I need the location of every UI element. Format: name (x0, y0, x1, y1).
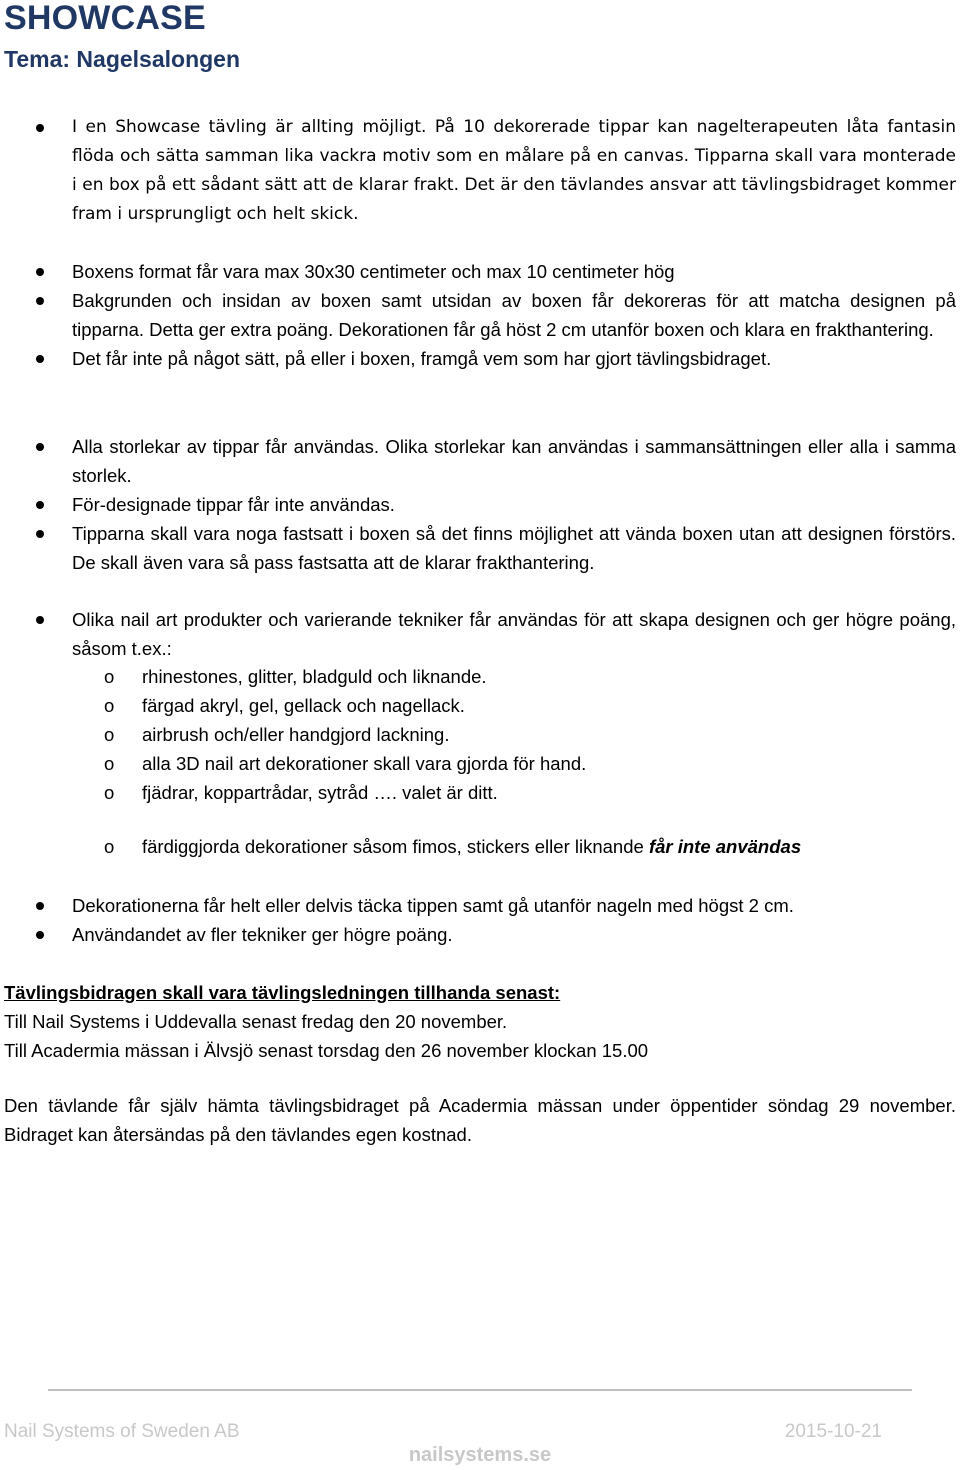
sub-bullet-marker: o (104, 666, 115, 687)
box-rule-text: Boxens format får vara max 30x30 centimeter och max 10 centimeter hög (72, 261, 675, 282)
page-title: SHOWCASE (4, 0, 206, 37)
excluded-sublist (0, 832, 960, 861)
intro-text: I en Showcase tävling är allting möjligt. På 10 dekorerade tippar kan nagelterapeuten låta fantasin flöda och sätta samman lika vackra motiv som en målare på en canvas. Tipparna skall vara monterade i en box på ett sådant sätt att de klarar frakt. Det är den tävlandes ansvar att tävlingsbidraget kommer fram i ursprungligt och helt skick. (72, 117, 956, 224)
deadline-section (4, 978, 956, 1065)
decoration-rule-text: Dekorationerna får helt eller delvis täcka tippen samt gå utanför nageln med högst 2 cm. (72, 895, 794, 916)
page-subtitle: Tema: Nagelsalongen (4, 46, 241, 72)
tip-rules-list (0, 432, 960, 577)
box-rule-text: Bakgrunden och insidan av boxen samt utsidan av boxen får dekoreras för att matcha designen på tipparna. Detta ger extra poäng. Dekorationen får gå höst 2 cm utanför boxen och klara en frakthantering. (72, 290, 956, 340)
products-text: Olika nail art produkter och varierande tekniker får användas för att skapa designen och ger högre poäng, såsom t.ex.: (72, 609, 956, 659)
box-rule-text: Det får inte på något sätt, på eller i boxen, framgå vem som har gjort tävlingsbidraget. (72, 348, 772, 369)
excluded-emphasis: får inte användas (648, 836, 802, 857)
tip-rule-text: Tipparna skall vara noga fastsatt i boxen så det finns möjlighet att vända boxen utan att designen förstörs. De skall även vara så pass fastsatta att de klarar frakthantering. (72, 523, 956, 573)
deadline-line-alvsjo: Till Acadermia mässan i Älvsjö senast torsdag den 26 november klockan 15.00 (4, 1040, 649, 1061)
products-list (0, 605, 960, 663)
sub-list-item (0, 691, 960, 720)
list-item (0, 605, 960, 663)
bullet-icon (36, 297, 44, 305)
intro-list (0, 113, 960, 229)
product-item-text: alla 3D nail art dekorationer skall vara gjorda för hand. (142, 753, 587, 774)
list-item (0, 257, 960, 286)
excluded-text: färdiggjorda dekorationer såsom fimos, stickers eller liknande (142, 836, 649, 857)
list-item (0, 344, 960, 373)
deadline-heading: Tävlingsbidragen skall vara tävlingsledningen tillhanda senast: (4, 982, 561, 1003)
list-item (0, 286, 960, 344)
list-item (0, 519, 960, 577)
sub-list-item (0, 749, 960, 778)
decoration-rule-text: Användandet av fler tekniker ger högre poäng. (72, 924, 453, 945)
product-item-text: airbrush och/eller handgjord lackning. (142, 724, 450, 745)
deadline-line-uddevalla: Till Nail Systems i Uddevalla senast fredag den 20 november. (4, 1011, 508, 1032)
bullet-icon (36, 268, 44, 276)
list-item (0, 432, 960, 490)
bullet-icon (36, 443, 44, 451)
closing-paragraph: Den tävlande får själv hämta tävlingsbidraget på Acadermia mässan under öppentider söndag 29 november. Bidraget kan återsändas på den tävlandes egen kostnad. (4, 1095, 956, 1145)
sub-list-item (0, 832, 960, 861)
sub-bullet-marker: o (104, 836, 115, 857)
sub-list-item (0, 778, 960, 807)
product-item-text: färgad akryl, gel, gellack och nagellack. (142, 695, 465, 716)
sub-bullet-marker: o (104, 782, 115, 803)
box-rules-list (0, 257, 960, 373)
sub-list-item (0, 720, 960, 749)
bullet-icon (36, 355, 44, 363)
footer-divider (48, 1389, 912, 1391)
products-sublist (0, 662, 960, 807)
product-item-text: rhinestones, glitter, bladguld och liknande. (142, 666, 487, 687)
tip-rule-text: Alla storlekar av tippar får användas. Olika storlekar kan användas i sammansättningen eller alla i samma storlek. (72, 436, 956, 486)
footer-company: Nail Systems of Sweden AB (4, 1421, 240, 1442)
tip-rule-text: För-designade tippar får inte användas. (72, 494, 395, 515)
footer-date: 2015-10-21 (784, 1421, 882, 1442)
list-item (0, 490, 960, 519)
bullet-icon (36, 931, 44, 939)
sub-bullet-marker: o (104, 724, 115, 745)
bullet-icon (36, 124, 44, 132)
bullet-icon (36, 616, 44, 624)
sub-bullet-marker: o (104, 753, 115, 774)
sub-list-item (0, 662, 960, 691)
bullet-icon (36, 501, 44, 509)
bullet-icon (36, 902, 44, 910)
list-item (0, 891, 960, 920)
decoration-rules-list (0, 891, 960, 949)
footer-website: nailsystems.se (408, 1444, 552, 1466)
sub-bullet-marker: o (104, 695, 115, 716)
product-item-text: fjädrar, koppartrådar, sytråd …. valet är ditt. (142, 782, 498, 803)
list-item (0, 920, 960, 949)
bullet-icon (36, 530, 44, 538)
list-item (0, 113, 960, 229)
